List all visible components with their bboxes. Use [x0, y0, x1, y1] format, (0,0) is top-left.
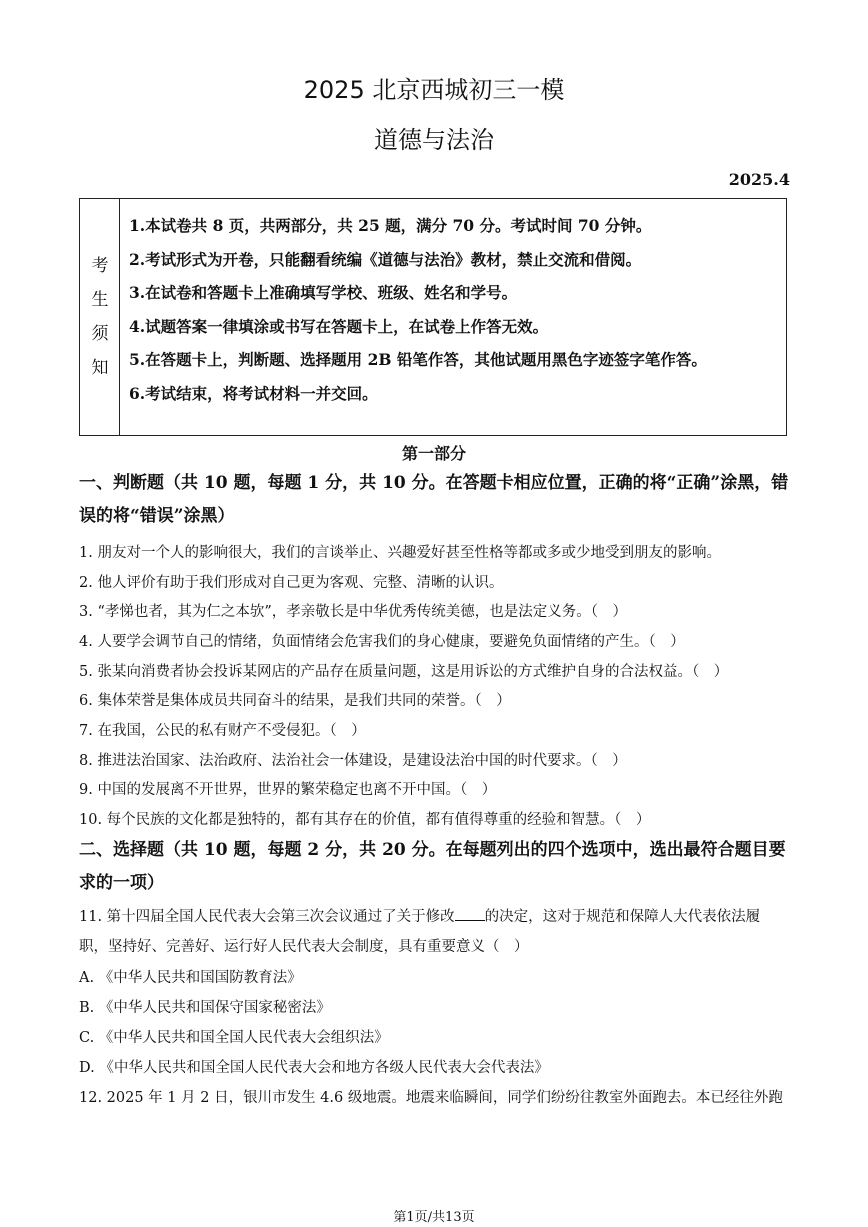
question-11 — [79, 902, 789, 962]
option-a: A. 《中华人民共和国国防教育法》 — [79, 970, 302, 986]
notice-label-char: 须 — [91, 324, 109, 344]
notice-item: 3.在试卷和答题卡上准确填写学校、班级、姓名和学号。 — [129, 283, 518, 302]
question-item: 5. 张某向消费者协会投诉某网店的产品存在质量问题，这是用诉讼的方式维护自身的合法权益。（ ） — [79, 664, 729, 680]
question-item: 2. 他人评价有助于我们形成对自己更为客观、完整、清晰的认识。 — [79, 575, 504, 591]
notice-label — [80, 199, 120, 435]
subject-title: 道德与法治 — [374, 126, 494, 154]
page-title: 2025 北京西城初三一模 — [303, 76, 565, 104]
question-item: 7. 在我国，公民的私有财产不受侵犯。（ ） — [79, 723, 366, 739]
option-c: C. 《中华人民共和国全国人民代表大会组织法》 — [79, 1030, 389, 1046]
part-title: 第一部分 — [401, 444, 466, 463]
notice-label-char: 考 — [91, 256, 109, 276]
notice-item: 4.试题答案一律填涂或书写在答题卡上，在试卷上作答无效。 — [129, 316, 549, 336]
exam-date: 2025.4 — [728, 170, 790, 189]
question-item: 4. 人要学会调节自己的情绪，负面情绪会危害我们的身心健康，要避免负面情绪的产生。（ ） — [79, 634, 685, 650]
option-b: B. 《中华人民共和国保守国家秘密法》 — [79, 1000, 331, 1016]
question-item: 1. 朋友对一个人的影响很大，我们的言谈举止、兴趣爱好甚至性格等都或多或少地受到朋友的影响。 — [79, 545, 721, 561]
notice-item: 5.在答题卡上，判断题、选择题用 2B 铅笔作答，其他试题用黑色字迹签字笔作答。 — [129, 350, 707, 369]
answer-blank — [455, 906, 485, 921]
notice-item: 2.考试形式为开卷，只能翻看统编《道德与法治》教材，禁止交流和借阅。 — [129, 249, 642, 269]
notice-item: 6.考试结束，将考试材料一并交回。 — [129, 383, 378, 403]
question-11-stem: 11. 第十四届全国人民代表大会第三次会议通过了关于修改 — [79, 909, 455, 925]
page-footer: 第1页/共13页 — [393, 1210, 475, 1225]
option-d: D. 《中华人民共和国全国人民代表大会和地方各级人民代表大会代表法》 — [79, 1060, 549, 1076]
notice-label-char: 生 — [91, 290, 109, 310]
question-12: 12. 2025 年 1 月 2 日，银川市发生 4.6 级地震。地震来临瞬间，同学们纷纷往教室外面跑去。本已经往外跑 — [79, 1090, 783, 1106]
question-item: 10. 每个民族的文化都是独特的，都有其存在的价值，都有值得尊重的经验和智慧。（ ） — [79, 812, 651, 828]
exam-notice-box — [79, 198, 787, 436]
question-item: 3. “孝悌也者，其为仁之本欤”，孝亲敬长是中华优秀传统美德，也是法定义务。（ ） — [79, 604, 628, 620]
question-11-stem-rest: 的决定，这对于规范和保障人大代表依法履职，坚持好、完善好、运行好人民代表大会制度，具有重要意义（ ） — [79, 909, 761, 955]
question-item: 8. 推进法治国家、法治政府、法治社会一体建设，是建设法治中国的时代要求。（ ） — [79, 753, 627, 769]
section-heading-judgment: 一、判断题（共 10 题，每题 1 分，共 10 分。在答题卡相应位置，正确的将“正确”涂黑，错误的将“错误”涂黑） — [79, 473, 789, 526]
notice-item: 1.本试卷共 8 页，共两部分，共 25 题，满分 70 分。考试时间 70 分钟。 — [129, 216, 652, 235]
question-item: 6. 集体荣誉是集体成员共同奋斗的结果，是我们共同的荣誉。（ ） — [79, 693, 511, 709]
notice-label-char: 知 — [91, 358, 109, 378]
section-heading-choice: 二、选择题（共 10 题，每题 2 分，共 20 分。在每题列出的四个选项中，选出最符合题目要求的一项） — [79, 840, 786, 893]
question-item: 9. 中国的发展离不开世界，世界的繁荣稳定也离不开中国。（ ） — [79, 782, 497, 798]
notice-items — [129, 215, 707, 416]
